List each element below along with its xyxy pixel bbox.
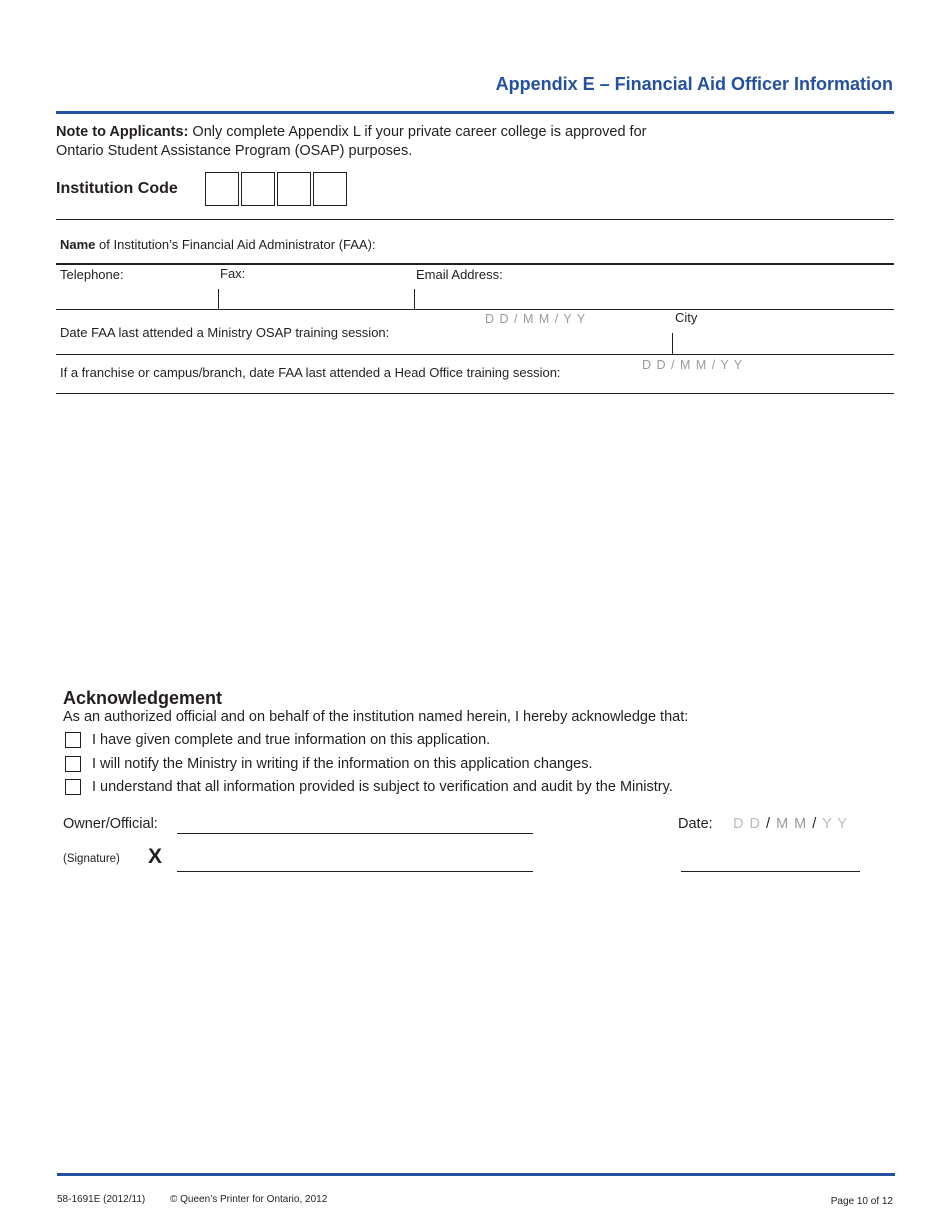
- faa-name-underline: [56, 263, 894, 265]
- osap-row-underline: [56, 354, 894, 355]
- note-to-applicants: [56, 123, 756, 161]
- signature-line[interactable]: [177, 871, 533, 872]
- head-office-date-field[interactable]: D D / M M / Y Y: [642, 358, 744, 372]
- city-label: City: [675, 310, 698, 325]
- institution-code-label: Institution Code: [56, 180, 178, 197]
- contact-row-underline: [56, 309, 894, 310]
- ack-item-1: [65, 732, 490, 748]
- form-number: 58-1691E (2012/11): [57, 1194, 146, 1205]
- acknowledgement-intro: As an authorized official and on behalf of the institution named herein, I hereby acknowledge that:: [63, 709, 689, 725]
- head-office-training-label: If a franchise or campus/branch, date FAA last attended a Head Office training session:: [60, 365, 561, 380]
- copyright: © Queen’s Printer for Ontario, 2012: [170, 1194, 328, 1205]
- footer-divider: [57, 1173, 895, 1176]
- note-text-line2: Ontario Student Assistance Program (OSAP) purposes.: [56, 143, 413, 159]
- date-yy: Y Y: [822, 816, 848, 832]
- acknowledgement-title: Acknowledgement: [63, 688, 223, 708]
- fax-divider: [218, 289, 219, 309]
- institution-code-box-1[interactable]: [205, 172, 239, 206]
- ack-checkbox-3[interactable]: [65, 779, 81, 795]
- signature-x-mark: X: [148, 845, 163, 868]
- fax-label: Fax:: [220, 266, 246, 281]
- header-divider: [56, 111, 894, 114]
- institution-code-box-2[interactable]: [241, 172, 275, 206]
- date-dd: D D: [733, 816, 761, 832]
- email-divider: [414, 289, 415, 309]
- faa-name-field[interactable]: [60, 237, 376, 252]
- institution-code-box-4[interactable]: [313, 172, 347, 206]
- owner-official-line[interactable]: [177, 833, 533, 834]
- date-sep-2: /: [812, 816, 818, 832]
- ack-item-1-text: I have given complete and true information on this application.: [92, 732, 491, 748]
- osap-training-label: Date FAA last attended a Ministry OSAP training session:: [60, 325, 390, 340]
- institution-code-box-3[interactable]: [277, 172, 311, 206]
- date-field[interactable]: [733, 816, 848, 832]
- ack-checkbox-1[interactable]: [65, 732, 81, 748]
- ack-item-3-text: I understand that all information provided is subject to verification and audit by the Ministry.: [92, 779, 673, 795]
- date-label: Date:: [678, 816, 713, 832]
- date-mm: M M: [776, 816, 808, 832]
- page-title: Appendix E – Financial Aid Officer Information: [495, 74, 893, 94]
- signature-label: (Signature): [63, 853, 120, 865]
- faa-name-label-bold: Name: [60, 237, 96, 252]
- faa-name-label-rest: of Institution’s Financial Aid Administrator (FAA):: [95, 237, 376, 252]
- city-divider: [672, 333, 673, 354]
- date-line[interactable]: [681, 871, 860, 872]
- ack-item-2: [65, 756, 592, 772]
- owner-official-label: Owner/Official:: [63, 816, 158, 832]
- telephone-label: Telephone:: [60, 267, 124, 282]
- date-sep-1: /: [766, 816, 772, 832]
- email-label: Email Address:: [416, 267, 503, 282]
- section-divider: [56, 219, 894, 220]
- head-office-row-underline: [56, 393, 894, 394]
- note-text-line1: Only complete Appendix L if your private career college is approved for: [188, 124, 647, 140]
- ack-checkbox-2[interactable]: [65, 756, 81, 772]
- ack-item-2-text: I will notify the Ministry in writing if the information on this application changes.: [92, 756, 593, 772]
- osap-date-field[interactable]: D D / M M / Y Y: [485, 312, 587, 326]
- note-label: Note to Applicants:: [56, 124, 189, 140]
- page-number: Page 10 of 12: [830, 1196, 893, 1207]
- ack-item-3: [65, 779, 673, 795]
